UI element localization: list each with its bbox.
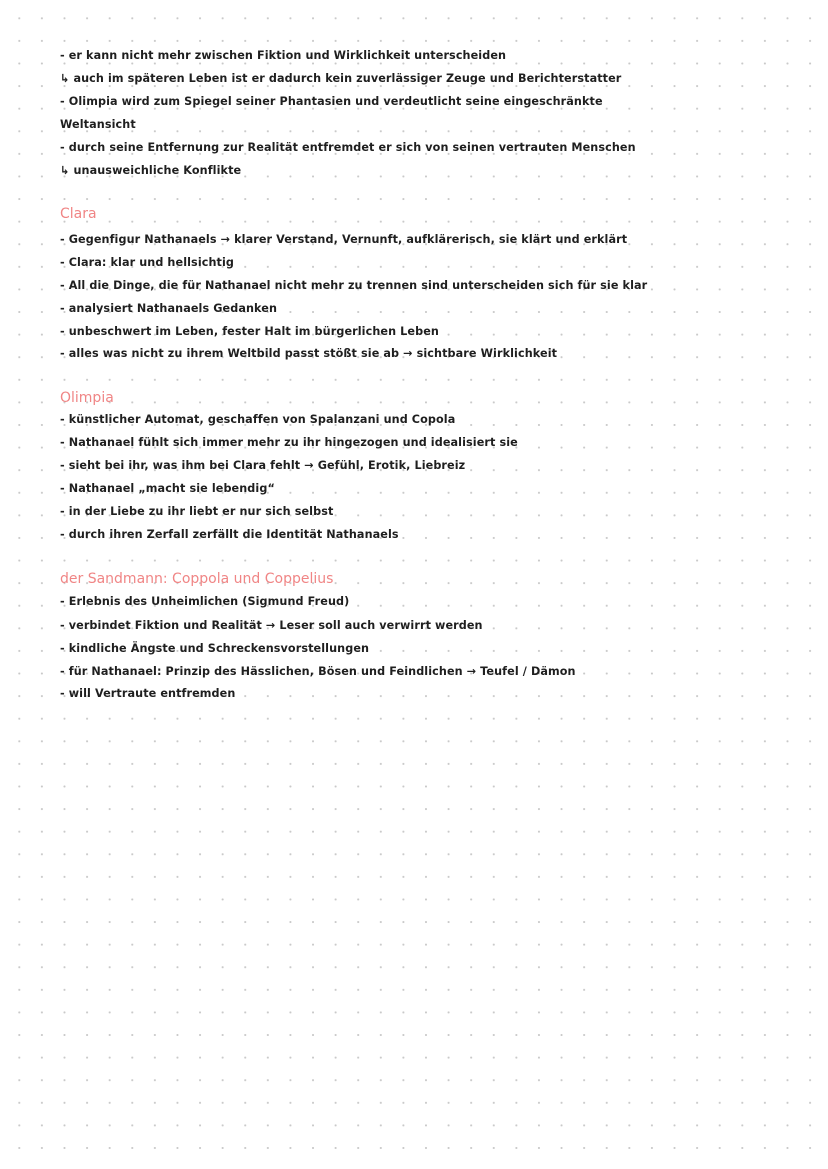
note-line: - Erlebnis des Unheimlichen (Sigmund Freud) (60, 595, 350, 608)
note-line: - Nathanael „macht sie lebendig“ (60, 482, 275, 495)
note-line: - will Vertraute entfremden (60, 687, 236, 700)
section-heading: der Sandmann: Coppola und Coppelius (60, 571, 334, 587)
note-line: - für Nathanael: Prinzip des Hässlichen, Bösen und Feindlichen → Teufel / Dämon (60, 665, 576, 678)
note-line: - unbeschwert im Leben, fester Halt im bürgerlichen Leben (60, 325, 439, 338)
note-line: - durch seine Entfernung zur Realität entfremdet er sich von seinen vertrauten Menschen (60, 141, 636, 154)
note-line: - er kann nicht mehr zwischen Fiktion und Wirklichkeit unterscheiden (60, 49, 507, 62)
note-line: - Gegenfigur Nathanaels → klarer Verstand, Vernunft, aufklärerisch, sie klärt und erklärt (60, 233, 628, 246)
section-heading: Clara (60, 206, 97, 222)
note-line: - Nathanael fühlt sich immer mehr zu ihr hingezogen und idealisiert sie (60, 436, 518, 449)
note-line: ↳ auch im späteren Leben ist er dadurch kein zuverlässiger Zeuge und Berichterstatter (60, 72, 622, 85)
note-line: - sieht bei ihr, was ihm bei Clara fehlt → Gefühl, Erotik, Liebreiz (60, 459, 466, 472)
note-line: - in der Liebe zu ihr liebt er nur sich selbst (60, 505, 334, 518)
note-line: - All die Dinge, die für Nathanael nicht mehr zu trennen sind unterscheiden sich für sie klar (60, 279, 648, 292)
note-line: - verbindet Fiktion und Realität → Leser soll auch verwirrt werden (60, 619, 483, 632)
note-line: - künstlicher Automat, geschaffen von Spalanzani und Copola (60, 413, 456, 426)
note-line: - alles was nicht zu ihrem Weltbild passt stößt sie ab → sichtbare Wirklichkeit (60, 347, 558, 360)
note-line: - Clara: klar und hellsichtig (60, 256, 235, 269)
note-line: - Olimpia wird zum Spiegel seiner Phantasien und verdeutlicht seine eingeschränkte (60, 95, 603, 108)
section-heading: Olimpia (60, 390, 114, 406)
note-line: Weltansicht (60, 118, 136, 131)
note-line: - kindliche Ängste und Schreckensvorstellungen (60, 642, 370, 655)
note-line: - durch ihren Zerfall zerfällt die Identität Nathanaels (60, 528, 399, 541)
note-line: ↳ unausweichliche Konflikte (60, 164, 242, 177)
note-line: - analysiert Nathanaels Gedanken (60, 302, 278, 315)
